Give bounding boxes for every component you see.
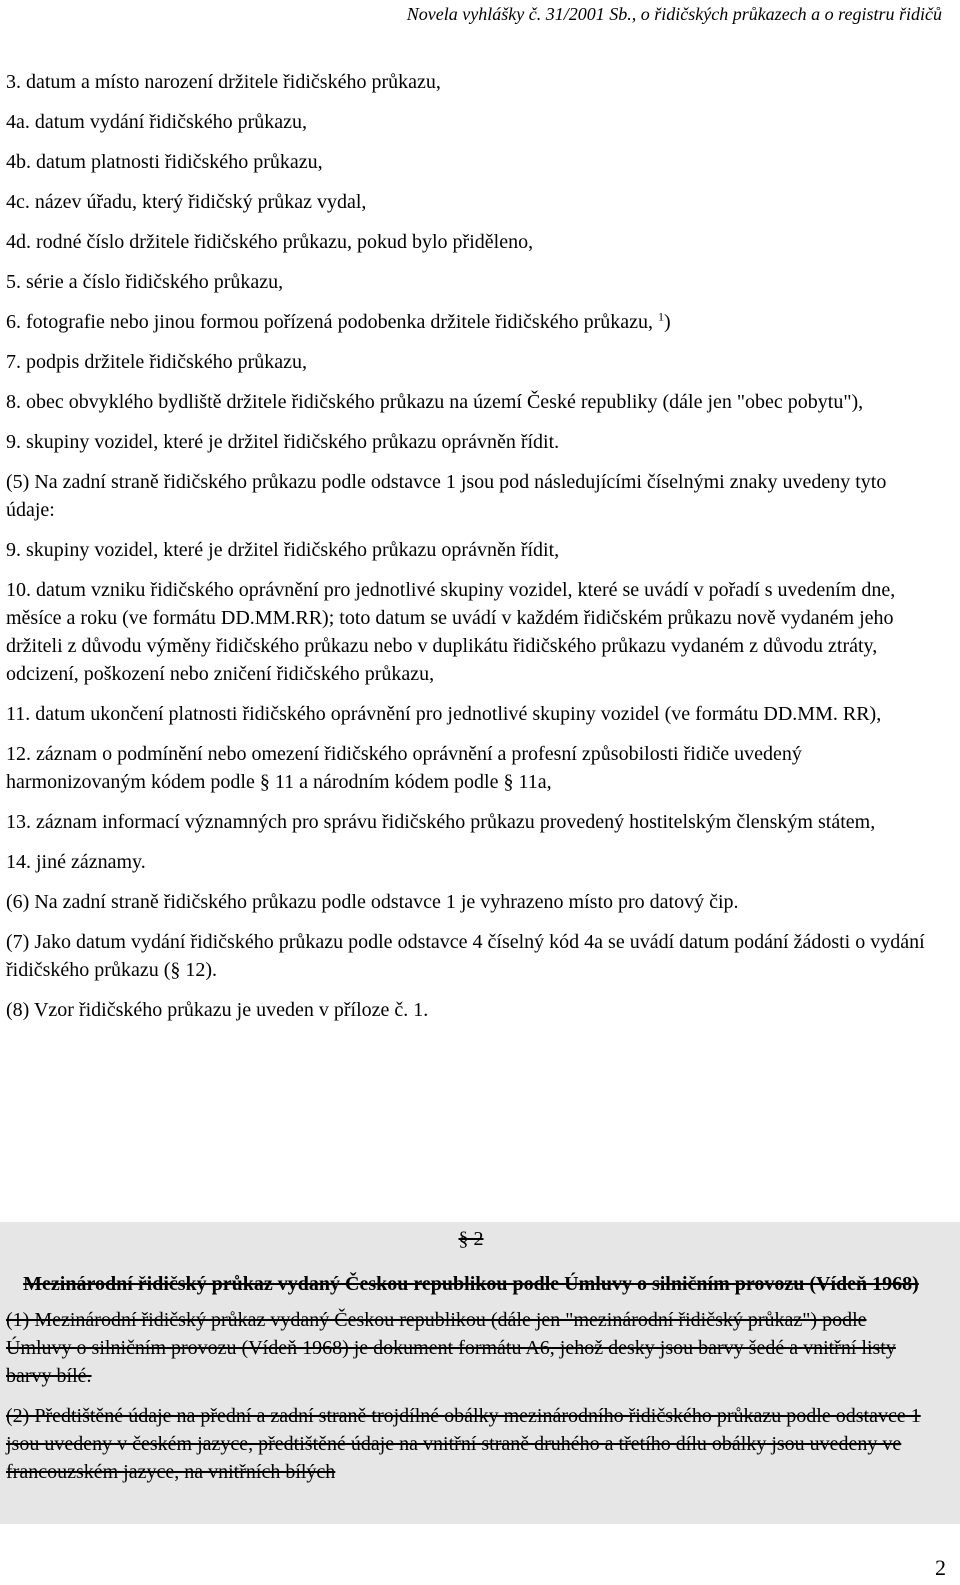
- list-item: 3. datum a místo narození držitele řidičského průkazu,: [6, 71, 441, 93]
- removed-paragraph-1: (1) Mezinárodní řidičský průkaz vydaný Českou republikou (dále jen "mezinárodní řidičský průkaz") podle Úmluvy o silničním provozu (Vídeň 1968) je dokument formátu A6, jehož desky jsou barvy šedé a vnitřní listy barvy bílé.: [6, 1309, 896, 1387]
- list-item: 9. skupiny vozidel, které je držitel řidičského průkazu oprávněn řídit,: [6, 539, 560, 561]
- list-item: 7. podpis držitele řidičského průkazu,: [6, 351, 308, 373]
- running-header: Novela vyhlášky č. 31/2001 Sb., o řidičských průkazech a o registru řidičů: [406, 4, 942, 24]
- section-number: § 2: [458, 1228, 484, 1250]
- list-item: 4c. název úřadu, který řidičský průkaz vydal,: [6, 191, 367, 213]
- section-title: Mezinárodní řidičský průkaz vydaný Českou republikou podle Úmluvy o silničním provozu (Vídeň 1968): [23, 1273, 919, 1295]
- list-item-6-text: 6. fotografie nebo jinou formou pořízená podobenka držitele řidičského průkazu,: [6, 311, 654, 333]
- list-item: 10. datum vzniku řidičského oprávnění pro jednotlivé skupiny vozidel, které se uvádí v pořadí s uvedením dne, měsíce a roku (ve formátu DD.MM.RR); toto datum se uvádí v každém řidičském průkazu nově vydaném jeho držiteli z důvodu výměny řidičského průkazu nebo v duplikátu řidičského průkazu vydaném z důvodu ztráty, odcizení, poškození nebo zničení řidičského průkazu,: [6, 579, 896, 685]
- list-item: 13. záznam informací významných pro správu řidičského průkazu provedený hostitelským členským státem,: [6, 811, 876, 833]
- list-item: 9. skupiny vozidel, které je držitel řidičského průkazu oprávněn řídit.: [6, 431, 560, 453]
- list-item: 11. datum ukončení platnosti řidičského oprávnění pro jednotlivé skupiny vozidel (ve formátu DD.MM. RR),: [6, 703, 882, 725]
- removed-section: [6, 1226, 936, 1498]
- list-item: 4d. rodné číslo držitele řidičského průkazu, pokud bylo přiděleno,: [6, 231, 534, 253]
- list-item-6: [6, 308, 936, 336]
- list-item: 14. jiné záznamy.: [6, 851, 146, 873]
- removed-paragraph-2: (2) Předtištěné údaje na přední a zadní straně trojdílné obálky mezinárodního řidičského průkazu podle odstavce 1 jsou uvedeny v českém jazyce, předtištěné údaje na vnitřní straně druhého a třetího dílu obálky jsou uvedeny ve francouzském jazyce, na vnitřních bílých: [6, 1405, 921, 1483]
- list-item: 8. obec obvyklého bydliště držitele řidičského průkazu na území České republiky (dále jen "obec pobytu"),: [6, 391, 864, 413]
- list-item: 12. záznam o podmínění nebo omezení řidičského oprávnění a profesní způsobilosti řidiče uvedený harmonizovaným kódem podle § 11 a národním kódem podle § 11a,: [6, 743, 802, 793]
- paragraph-5: (5) Na zadní straně řidičského průkazu podle odstavce 1 jsou pod následujícími číselnými znaky uvedeny tyto údaje:: [6, 471, 887, 521]
- main-content: [6, 68, 936, 1036]
- list-item: 4a. datum vydání řidičského průkazu,: [6, 111, 308, 133]
- list-item: 5. série a číslo řidičského průkazu,: [6, 271, 284, 293]
- paragraph-6: (6) Na zadní straně řidičského průkazu podle odstavce 1 je vyhrazeno místo pro datový čip.: [6, 891, 739, 913]
- list-item: 4b. datum platnosti řidičského průkazu,: [6, 151, 323, 173]
- paragraph-8: (8) Vzor řidičského průkazu je uveden v příloze č. 1.: [6, 999, 429, 1021]
- footnote-close: ): [664, 311, 671, 333]
- page-number: 2: [935, 1555, 946, 1580]
- paragraph-7: (7) Jako datum vydání řidičského průkazu podle odstavce 4 číselný kód 4a se uvádí datum podání žádosti o vydání řidičského průkazu (§ 12).: [6, 931, 925, 981]
- footnote-ref[interactable]: 1: [658, 309, 665, 324]
